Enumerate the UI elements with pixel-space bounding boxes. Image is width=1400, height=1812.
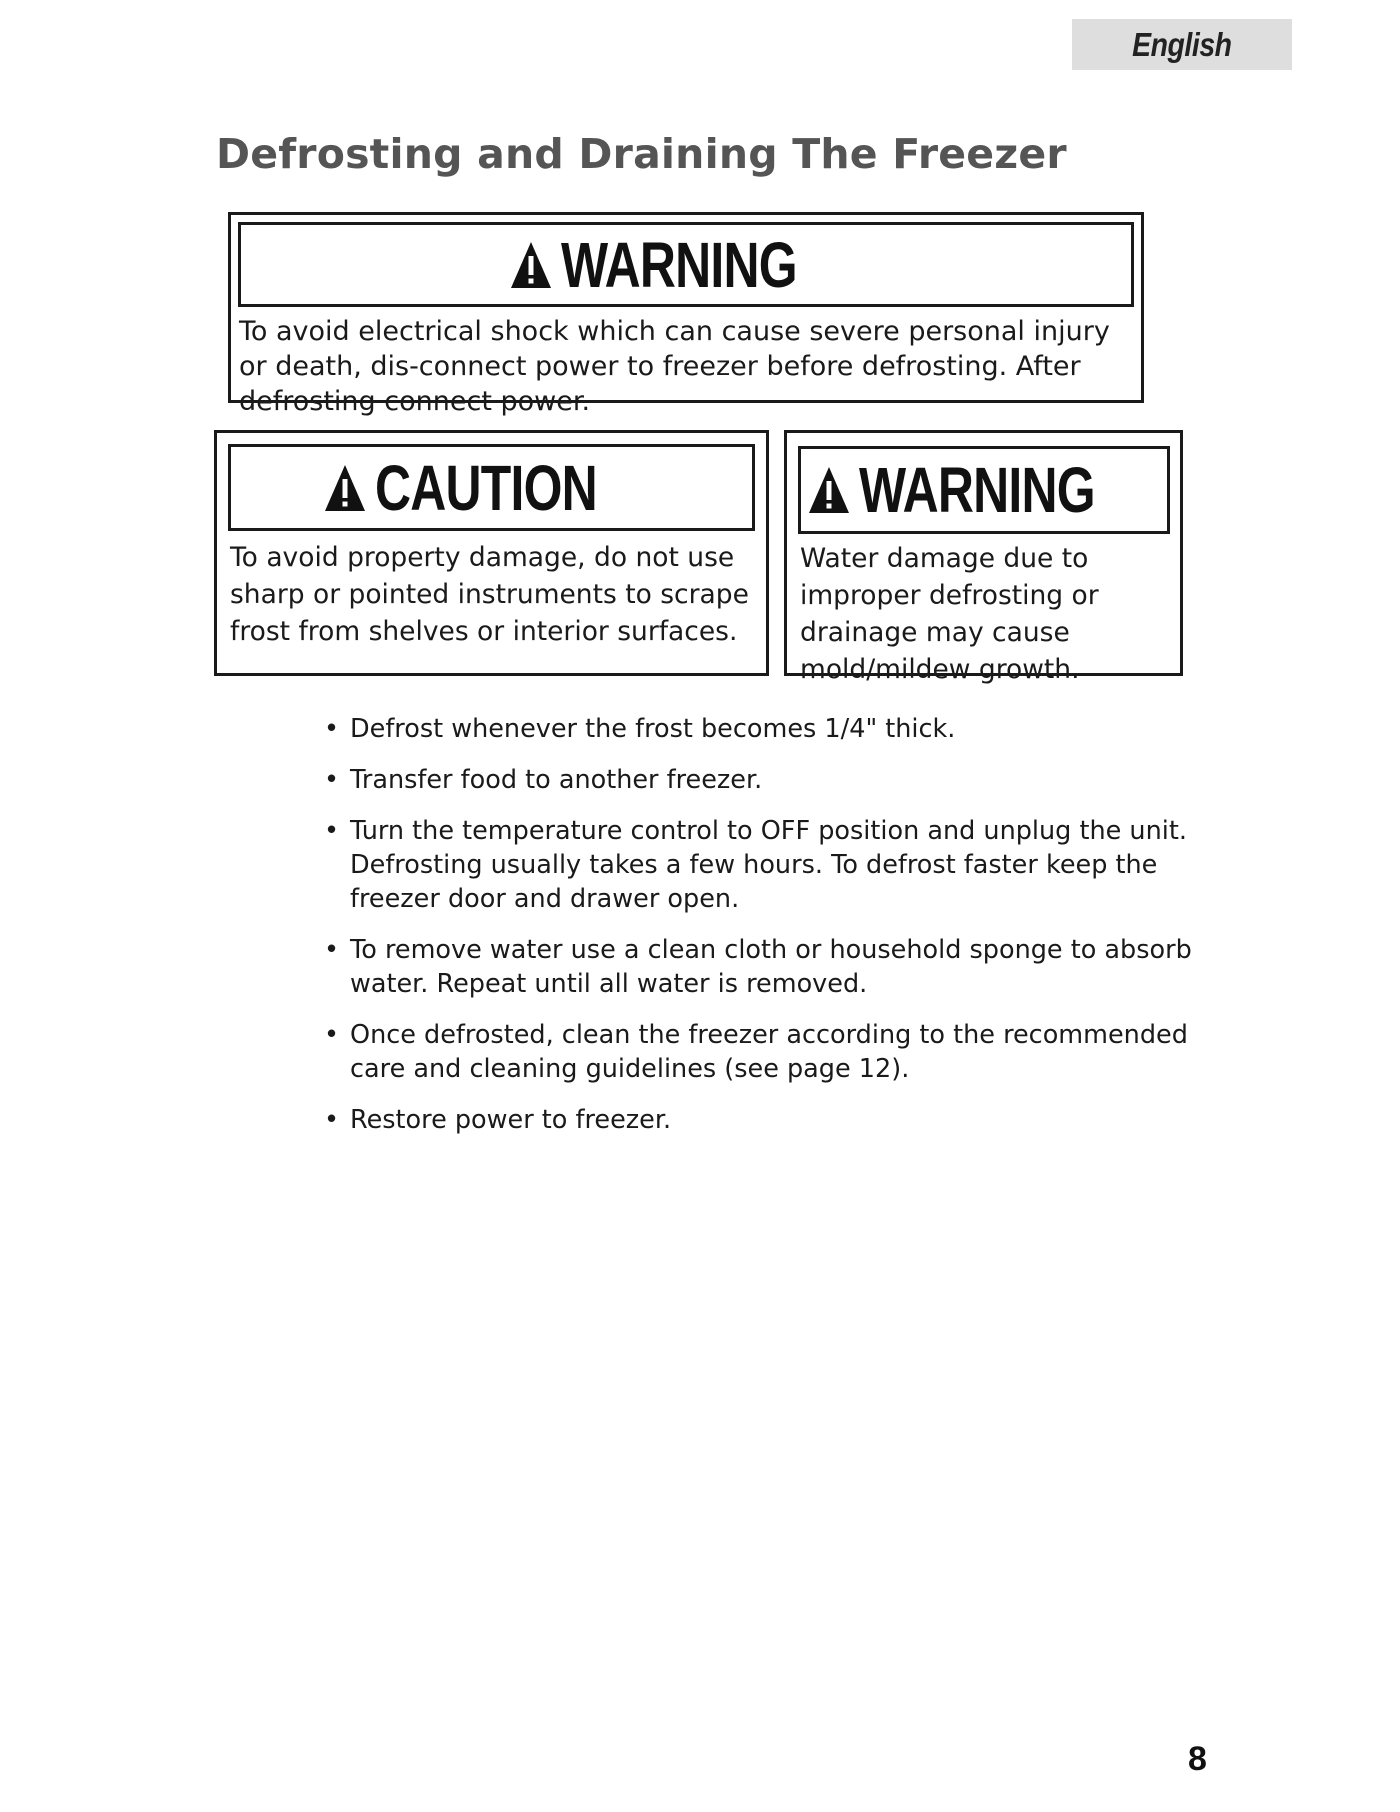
electrical-shock-warning-box [228,212,1144,417]
list-item: • Restore power to freezer. [324,1103,1204,1137]
caution-header [228,444,755,531]
water-warning-message: Water damage due to improper defrosting or drainage may cause mold/mildew growth. [800,543,1099,685]
caution-signal-word: CAUTION [375,451,598,524]
language-label: English [1132,25,1232,63]
warning-triangle-icon [323,463,367,513]
page-number: 8 [1188,1740,1207,1778]
property-damage-caution-box [214,430,769,676]
warning-triangle-icon [509,240,553,290]
water-damage-warning-box [784,430,1183,685]
warning-signal-word: WARNING [858,454,1095,526]
warning-signal-word: WARNING [560,228,797,301]
list-item: • Once defrosted, clean the freezer according to the recommended care and cleaning guidelines (see page 12). [324,1018,1204,1086]
warning-triangle-icon [807,465,851,515]
warning-header [238,222,1134,307]
language-tab [1072,19,1292,70]
caution-message: To avoid property damage, do not use sharp or pointed instruments to scrape frost from shelves or interior surfaces. [230,542,749,647]
list-item: • Turn the temperature control to OFF position and unplug the unit. Defrosting usually takes a few hours. To defrost faster keep the freezer door and drawer open. [324,814,1204,916]
defrost-instructions-list [324,712,1204,1154]
list-item: • Defrost whenever the frost becomes 1/4" thick. [324,712,1204,746]
section-title: Defrosting and Draining The Freezer [216,130,1067,178]
list-item: • Transfer food to another freezer. [324,763,1204,797]
list-item: • To remove water use a clean cloth or household sponge to absorb water. Repeat until all water is removed. [324,933,1204,1001]
warning-header [798,446,1170,534]
warning-message: To avoid electrical shock which can cause severe personal injury or death, dis-connect power to freezer before defrosting. After defrosting connect power. [239,316,1110,417]
